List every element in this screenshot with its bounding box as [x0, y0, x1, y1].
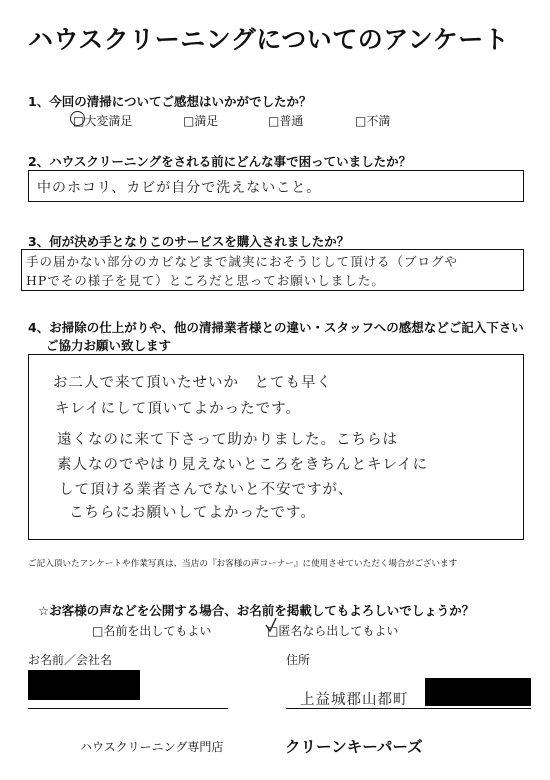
q2-answer-box	[28, 170, 524, 202]
shop-type: ハウスクリーニング専門店	[80, 740, 224, 754]
question-4-line-2: ご協力お願い致します	[46, 338, 172, 353]
q3-answer-box	[21, 249, 524, 291]
q4-answer-line-4: 素人なのでやはり見えないところをきちんとキレイに	[57, 457, 429, 473]
q1-option-very-satisfied[interactable]: □大変満足	[73, 114, 133, 128]
question-2: 2、ハウスクリーニングをされる前にどんな事で困っていましたか？	[28, 154, 412, 169]
q4-answer-line-1: お二人で来て頂いたせいか とても早く	[53, 375, 332, 391]
address-handwritten: 上益城郡山都町	[300, 692, 409, 708]
q4-answer-line-2: キレイにして頂いてよかったです。	[55, 401, 301, 417]
survey-title: ハウスクリーニングについてのアンケート	[28, 25, 510, 54]
q4-answer-line-6: こちらにお願いしてよかったです。	[69, 505, 316, 521]
check-mark-icon	[264, 617, 278, 633]
usage-note: ご記入頂いたアンケートや作業写真は、当店の『お客様の声コーナー』に使用させていただく場合がございます	[28, 559, 458, 569]
address-redaction	[425, 678, 531, 706]
question-1: 1、今回の清掃についてご感想はいかがでしたか？	[28, 94, 312, 109]
publish-option-name[interactable]: □名前を出してもよい	[92, 624, 212, 638]
q4-answer-line-5: して頂ける業者さんでないと不安ですが、	[59, 482, 354, 498]
name-label: お名前／会社名	[28, 653, 113, 667]
q4-answer-line-3: 遠くなのに来て下さって助かりました。こちらは	[57, 432, 398, 448]
q3-answer-line-2: HPでその様子を見て）ところだと思ってお願いしました。	[26, 273, 385, 288]
q1-option-dissatisfied[interactable]: □不満	[355, 114, 391, 128]
question-4: 4、お掃除の仕上がりや、他の清掃業者様との違い・スタッフへの感想などご記入下さい	[28, 320, 524, 335]
address-underline	[286, 708, 531, 709]
publish-option-anonymous[interactable]: □匿名なら出してもよい	[267, 624, 399, 638]
name-underline	[28, 708, 228, 709]
q2-answer-text: 中のホコリ、カビが自分で洗えないこと。	[37, 180, 322, 196]
name-redaction	[28, 670, 140, 700]
address-label: 住所	[286, 653, 311, 667]
publish-question: ☆お客様の声などを公開する場合、お名前を掲載してもよろしいでしょうか？	[38, 603, 475, 618]
question-3: 3、何が決め手となりこのサービスを購入されましたか？	[28, 234, 350, 249]
shop-name: クリーンキーパーズ	[285, 738, 423, 756]
q3-answer-line-1: 手の届かない部分のカビなどまで誠実におそうじして頂ける（ブログや	[26, 254, 459, 269]
q1-option-satisfied[interactable]: □満足	[183, 114, 219, 128]
q4-answer-box	[28, 354, 524, 540]
q1-option-normal[interactable]: □普通	[268, 114, 304, 128]
